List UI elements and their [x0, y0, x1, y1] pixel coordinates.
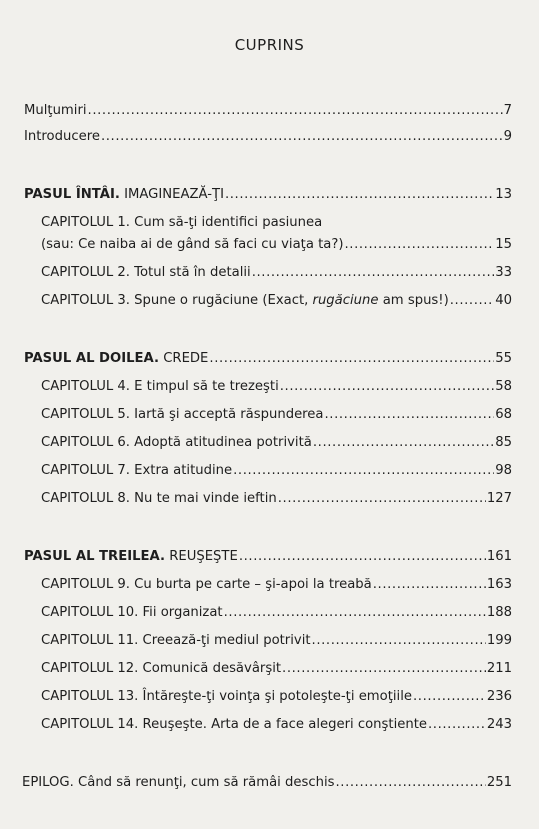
entry-page-number: 33 — [495, 265, 512, 280]
toc-chapter-7[interactable] — [41, 462, 512, 479]
toc-chapter-12[interactable] — [41, 660, 512, 677]
toc-chapter-4[interactable] — [41, 378, 512, 395]
entry-page-number: 15 — [495, 237, 512, 252]
dot-leader — [282, 660, 486, 677]
dot-leader — [209, 350, 494, 367]
entry-page-number: 85 — [495, 435, 512, 450]
entry-page-number: 161 — [486, 549, 512, 564]
entry-page-number: 58 — [495, 379, 512, 394]
dot-leader — [336, 774, 486, 791]
part-label — [24, 186, 224, 203]
toc-chapter-9[interactable] — [41, 576, 512, 593]
label-emphasis: rugăciune — [312, 293, 379, 308]
entry-label — [41, 292, 449, 309]
label-post: am spus!) — [378, 293, 449, 308]
toc-epilog[interactable] — [22, 774, 512, 791]
toc-chapter-14[interactable] — [41, 716, 512, 733]
entry-label: (sau: Ce naiba ai de gând să faci cu viaţa ta?) — [41, 237, 344, 252]
dot-leader — [325, 406, 495, 423]
toc-part-3[interactable] — [24, 548, 512, 565]
entry-label: CAPITOLUL 5. Iartă şi acceptă răspunderea — [41, 407, 324, 422]
chapter-1-line1: CAPITOLUL 1. Cum să-ţi identifici pasiunea — [41, 215, 323, 230]
toc-chapter-5[interactable] — [41, 406, 512, 423]
dot-leader — [428, 716, 486, 733]
dot-leader — [233, 462, 494, 479]
entry-label: CAPITOLUL 9. Cu burta pe carte – şi-apoi la treabă — [41, 577, 372, 592]
entry-label: CAPITOLUL 8. Nu te mai vinde ieftin — [41, 491, 277, 506]
part-name: CREDE — [163, 351, 209, 366]
entry-label: CAPITOLUL 14. Reuşeşte. Arta de a face alegeri conştiente — [41, 717, 427, 732]
entry-page-number: 68 — [495, 407, 512, 422]
toc-part-2[interactable] — [24, 350, 512, 367]
part-number: PASUL AL DOILEA. — [24, 351, 159, 366]
dot-leader — [373, 576, 486, 593]
entry-label: CAPITOLUL 13. Întăreşte-ţi voinţa şi potoleşte-ţi emoţiile — [41, 689, 413, 704]
entry-page-number: 243 — [486, 717, 512, 732]
dot-leader — [225, 186, 494, 203]
dot-leader — [312, 632, 486, 649]
toc-chapter-3[interactable] — [41, 292, 512, 309]
label-pre: CAPITOLUL 3. Spune o rugăciune (Exact, — [41, 293, 313, 308]
part-number: PASUL AL TREILEA. — [24, 549, 165, 564]
toc-chapter-11[interactable] — [41, 632, 512, 649]
toc-chapter-10[interactable] — [41, 604, 512, 621]
part-number: PASUL ÎNTÂI. — [24, 187, 120, 202]
toc-chapter-2[interactable] — [41, 264, 512, 281]
toc-entry-front-2[interactable] — [24, 128, 512, 145]
entry-label: Introducere — [24, 129, 100, 144]
part-name: IMAGINEAZĂ-ŢI — [124, 187, 224, 202]
page-title: CUPRINS — [234, 36, 305, 54]
part-name: REUŞEŞTE — [169, 549, 238, 564]
entry-page-number: 55 — [495, 351, 512, 366]
part-label — [24, 548, 238, 565]
entry-label: CAPITOLUL 10. Fii organizat — [41, 605, 223, 620]
toc-chapter-13[interactable] — [41, 688, 512, 705]
dot-leader — [413, 688, 486, 705]
entry-label: Mulţumiri — [24, 103, 87, 118]
dot-leader — [450, 292, 494, 309]
entry-page-number: 188 — [486, 605, 512, 620]
toc-entry-front-1[interactable] — [24, 102, 512, 119]
entry-page-number: 236 — [486, 689, 512, 704]
part-label — [24, 350, 208, 367]
toc-part-1[interactable] — [24, 186, 512, 203]
dot-leader — [239, 548, 486, 565]
entry-page-number: 98 — [495, 463, 512, 478]
entry-page-number: 211 — [486, 661, 512, 676]
dot-leader — [313, 434, 494, 451]
toc-chapter-6[interactable] — [41, 434, 512, 451]
entry-page-number: 40 — [495, 293, 512, 308]
entry-label: CAPITOLUL 6. Adoptă atitudinea potrivită — [41, 435, 312, 450]
entry-label: CAPITOLUL 12. Comunică desăvârşit — [41, 661, 282, 676]
toc-chapter-8[interactable] — [41, 490, 512, 507]
dot-leader — [101, 128, 503, 145]
dot-leader — [224, 604, 486, 621]
entry-label: EPILOG. Când să renunţi, cum să rămâi deschis — [22, 775, 335, 790]
dot-leader — [278, 490, 486, 507]
entry-page-number: 7 — [503, 103, 512, 118]
entry-page-number: 199 — [486, 633, 512, 648]
dot-leader — [345, 236, 495, 253]
entry-page-number: 127 — [486, 491, 512, 506]
entry-label: CAPITOLUL 7. Extra atitudine — [41, 463, 233, 478]
dot-leader — [280, 378, 494, 395]
dot-leader — [252, 264, 495, 281]
entry-page-number: 251 — [486, 775, 512, 790]
entry-label: CAPITOLUL 4. E timpul să te trezeşti — [41, 379, 279, 394]
dot-leader — [88, 102, 503, 119]
entry-page-number: 9 — [503, 129, 512, 144]
toc-chapter-1[interactable] — [41, 236, 512, 253]
entry-label: CAPITOLUL 2. Totul stă în detalii — [41, 265, 251, 280]
entry-label: CAPITOLUL 11. Creează-ţi mediul potrivit — [41, 633, 311, 648]
entry-page-number: 163 — [486, 577, 512, 592]
entry-page-number: 13 — [495, 187, 512, 202]
